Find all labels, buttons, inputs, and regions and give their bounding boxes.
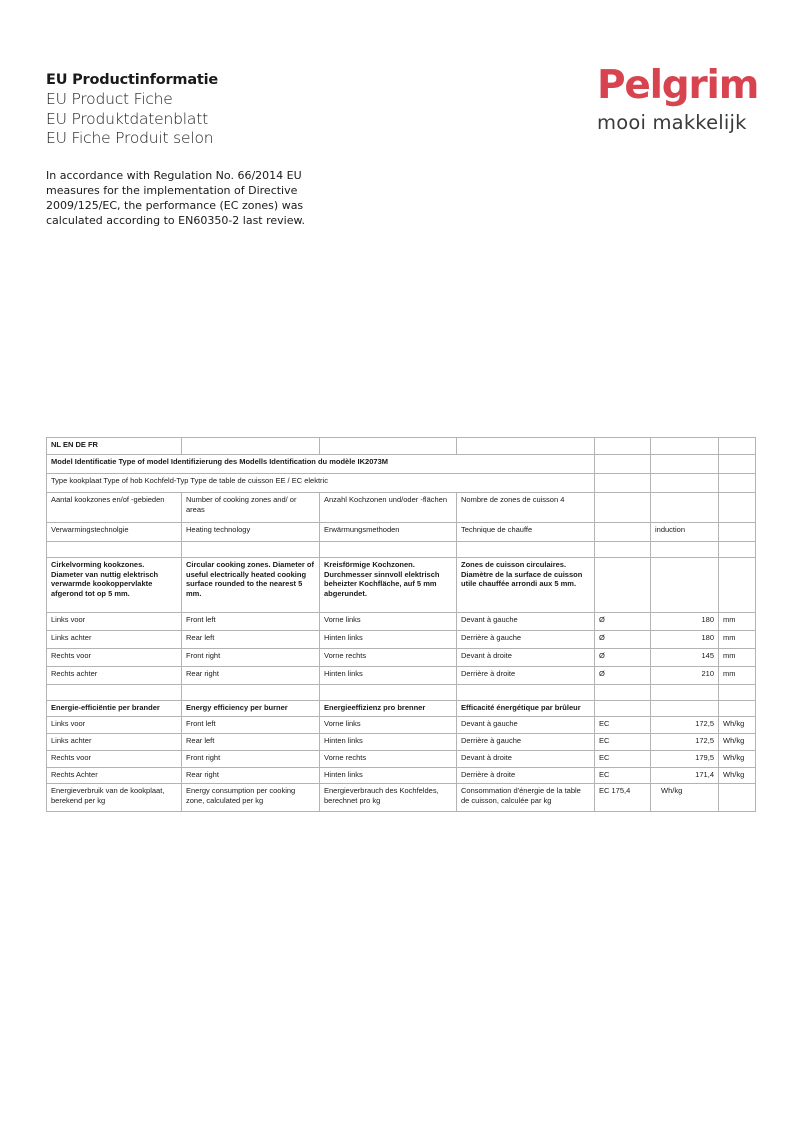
energy-header-de: Energieeffizienz pro brenner [320,701,457,717]
energy-value: 179,5 [651,751,719,768]
table-row [47,493,756,523]
circular-header-fr: Zones de cuisson circulaires. Diamètre de la surface de cuisson utile chauffée arrondi aux 5 mm. [457,558,595,613]
zones-en: Number of cooking zones and/ or areas [182,493,320,523]
diameter-symbol: Ø [595,649,651,667]
title-dutch: EU Productinformatie [46,72,219,88]
circular-header-en: Circular cooking zones. Diameter of useful electrically heated cooking surface rounded to the nearest 5 mm. [182,558,320,613]
diameter-label-de: Hinten links [320,631,457,649]
brand-tagline: mooi makkelijk [597,111,747,134]
diameter-label-en: Front left [182,613,320,631]
hob-type-cell: Type kookplaat Type of hob Kochfeld-Typ Type de table de cuisson EE / EC elektric [47,474,595,493]
heating-en: Heating technology [182,523,320,542]
diameter-symbol: Ø [595,631,651,649]
zones-nl: Aantal kookzones en/of -gebieden [47,493,182,523]
table-row [47,734,756,751]
table-row [47,649,756,667]
energy-label-de: Vorne links [320,717,457,734]
energy-header-nl: Energie-efficiëntie per brander [47,701,182,717]
circular-header-de: Kreisförmige Kochzonen. Durchmesser sinnvoll elektrisch beheizter Kochfläche, auf 5 mm abgerundet. [320,558,457,613]
heating-value: induction [651,523,719,542]
consumption-de: Energieverbrauch des Kochfeldes, berechnet pro kg [320,784,457,812]
languages-cell: NL EN DE FR [47,438,182,455]
table-row [47,558,756,613]
title-french: EU Fiche Produit selon [46,129,214,147]
energy-label-fr: Derrière à gauche [457,734,595,751]
energy-unit: Wh/kg [719,751,756,768]
table-row [47,717,756,734]
diameter-label-en: Front right [182,649,320,667]
energy-label-fr: Derrière à droite [457,768,595,784]
energy-label-nl: Links voor [47,717,182,734]
energy-value: 172,5 [651,734,719,751]
energy-symbol: EC [595,768,651,784]
zones-fr: Nombre de zones de cuisson 4 [457,493,595,523]
document-header [46,70,346,228]
energy-label-nl: Rechts Achter [47,768,182,784]
heating-fr: Technique de chauffe [457,523,595,542]
diameter-value: 145 [651,649,719,667]
table-row [47,631,756,649]
consumption-en: Energy consumption per cooking zone, calculated per kg [182,784,320,812]
energy-symbol: EC [595,734,651,751]
diameter-label-de: Vorne links [320,613,457,631]
diameter-unit: mm [719,667,756,685]
consumption-value: EC 175,4 [595,784,651,812]
energy-unit: Wh/kg [719,717,756,734]
diameter-label-fr: Devant à gauche [457,613,595,631]
table-row [47,613,756,631]
diameter-label-en: Rear right [182,667,320,685]
model-identification-cell: Model Identificatie Type of model Identifizierung des Modells Identification du modèle IK2073M [47,455,595,474]
diameter-unit: mm [719,649,756,667]
diameter-label-nl: Rechts achter [47,667,182,685]
consumption-nl: Energieverbruik van de kookplaat, berekend per kg [47,784,182,812]
energy-label-fr: Devant à gauche [457,717,595,734]
energy-label-de: Vorne rechts [320,751,457,768]
diameter-label-nl: Links achter [47,631,182,649]
energy-label-en: Rear right [182,768,320,784]
energy-symbol: EC [595,751,651,768]
energy-value: 171,4 [651,768,719,784]
table-row [47,474,756,493]
diameter-value: 180 [651,631,719,649]
energy-label-de: Hinten links [320,768,457,784]
table-row [47,685,756,701]
diameter-unit: mm [719,631,756,649]
table-row [47,455,756,474]
energy-label-en: Front right [182,751,320,768]
title-english: EU Product Fiche [46,90,173,108]
product-fiche-table [46,437,756,812]
table-row [47,701,756,717]
diameter-label-fr: Devant à droite [457,649,595,667]
energy-unit: Wh/kg [719,768,756,784]
energy-label-de: Hinten links [320,734,457,751]
brand-name: Pelgrim [597,63,759,108]
energy-label-en: Rear left [182,734,320,751]
table-row [47,751,756,768]
energy-header-en: Energy efficiency per burner [182,701,320,717]
circular-header-nl: Cirkelvorming kookzones. Diameter van nuttig elektrisch verwarmde kookoppervlakte afgerond tot op 5 mm. [47,558,182,613]
diameter-label-fr: Derrière à gauche [457,631,595,649]
diameter-unit: mm [719,613,756,631]
energy-label-en: Front left [182,717,320,734]
heating-nl: Verwarmingstechnolgie [47,523,182,542]
energy-label-fr: Devant à droite [457,751,595,768]
diameter-symbol: Ø [595,667,651,685]
energy-symbol: EC [595,717,651,734]
consumption-unit: Wh/kg [651,784,719,812]
diameter-label-en: Rear left [182,631,320,649]
heating-de: Erwärmungsmethoden [320,523,457,542]
table-row [47,523,756,542]
diameter-value: 180 [651,613,719,631]
diameter-label-nl: Rechts voor [47,649,182,667]
brand-logo [597,64,762,134]
zones-de: Anzahl Kochzonen und/oder -flächen [320,493,457,523]
energy-value: 172,5 [651,717,719,734]
title-german: EU Produktdatenblatt [46,109,208,128]
table-row [47,438,756,455]
diameter-label-de: Hinten links [320,667,457,685]
diameter-value: 210 [651,667,719,685]
regulation-intro: In accordance with Regulation No. 66/2014 EU measures for the implementation of Directive 2009/125/EC, the performance (EC zones) was calculated according to EN60350-2 last review. [46,168,305,227]
table-row [47,768,756,784]
table-row [47,667,756,685]
diameter-label-nl: Links voor [47,613,182,631]
consumption-fr: Consommation d'énergie de la table de cuisson, calculée par kg [457,784,595,812]
energy-label-nl: Rechts voor [47,751,182,768]
energy-label-nl: Links achter [47,734,182,751]
diameter-label-fr: Derrière à droite [457,667,595,685]
table-row [47,784,756,812]
diameter-symbol: Ø [595,613,651,631]
diameter-label-de: Vorne rechts [320,649,457,667]
table-row [47,542,756,558]
energy-header-fr: Efficacité énergétique par brûleur [457,701,595,717]
energy-unit: Wh/kg [719,734,756,751]
